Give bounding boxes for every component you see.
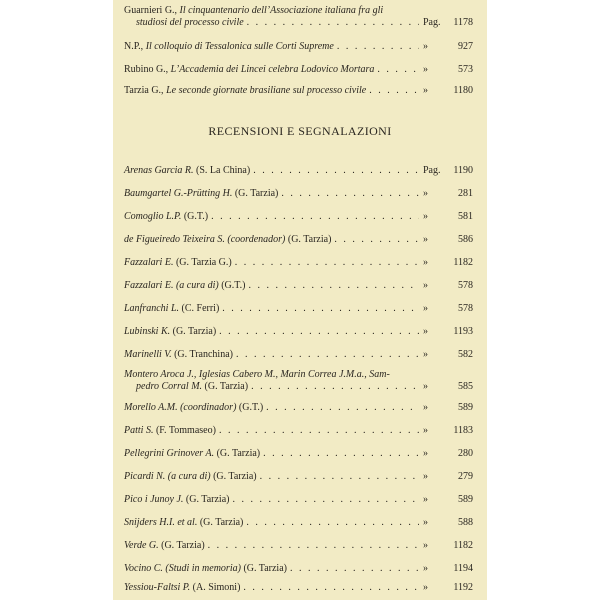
- page-number: 1194: [453, 563, 473, 574]
- review-reviewer: (A. Simoni): [192, 582, 241, 593]
- page-prefix: »: [423, 280, 428, 291]
- leader-dots: [369, 85, 419, 97]
- review-work: Marinelli V.: [124, 349, 172, 360]
- page-number: 1190: [453, 165, 473, 176]
- review-entry: [124, 303, 473, 315]
- page-prefix: »: [423, 64, 428, 75]
- page-prefix: »: [423, 448, 428, 459]
- review-work: Snijders H.I. et al.: [124, 517, 198, 528]
- page-prefix: »: [423, 582, 428, 593]
- review-work: Verde G.: [124, 540, 159, 551]
- review-entry: [124, 326, 473, 338]
- page-number: 1182: [453, 257, 473, 268]
- page-prefix: Pag.: [423, 165, 441, 176]
- page-number: 578: [458, 303, 473, 314]
- page-number: 1193: [453, 326, 473, 337]
- review-work: Arenas Garcia R.: [124, 165, 194, 176]
- review-work: Patti S.: [124, 425, 154, 436]
- page-number: 1178: [453, 17, 473, 28]
- page-prefix: »: [423, 471, 428, 482]
- leader-dots: [219, 425, 419, 437]
- index-entry: [124, 85, 473, 97]
- review-entry: [124, 471, 473, 483]
- page-prefix: »: [423, 402, 428, 413]
- review-reviewer: (F. Tommaseo): [155, 425, 216, 436]
- entry-author: Rubino G.,: [124, 64, 169, 75]
- leader-dots: [377, 64, 419, 76]
- review-reviewer: (C. Ferri): [181, 303, 220, 314]
- leader-dots: [281, 188, 419, 200]
- index-entry: [124, 5, 473, 29]
- leader-dots: [263, 448, 419, 460]
- review-work: Baumgartel G.-Prütting H.: [124, 188, 233, 199]
- leader-dots: [236, 349, 419, 361]
- page-number: 1183: [453, 425, 473, 436]
- page-number: 573: [458, 64, 473, 75]
- review-work: Vocino C. (Studi in memoria): [124, 563, 241, 574]
- section-heading: RECENSIONI E SEGNALAZIONI: [208, 124, 392, 138]
- review-work: Picardi N. (a cura di): [124, 471, 211, 482]
- review-entry: [124, 494, 473, 506]
- page-prefix: »: [423, 540, 428, 551]
- review-reviewer: (G.T.): [238, 402, 264, 413]
- index-entry: [124, 41, 473, 53]
- leader-dots: [208, 540, 419, 552]
- leader-dots: [251, 381, 419, 393]
- entry-author: Guarnieri G.,: [124, 5, 178, 16]
- leader-dots: [248, 280, 419, 292]
- leader-dots: [222, 303, 419, 315]
- review-entry: [124, 448, 473, 460]
- review-entry: [124, 257, 473, 269]
- review-work: Fazzalari E. (a cura di): [124, 280, 219, 291]
- review-reviewer: (G. Tarzia): [234, 188, 279, 199]
- review-work: Yessiou-Faltsi P.: [124, 582, 191, 593]
- review-reviewer: (G. Tarzia): [204, 381, 249, 392]
- review-work-continuation: pedro Corral M.: [136, 381, 203, 392]
- review-entry: [124, 234, 473, 246]
- review-entry: [124, 211, 473, 223]
- review-entry: [124, 188, 473, 200]
- leader-dots: [334, 234, 419, 246]
- page-prefix: »: [423, 41, 428, 52]
- page-prefix: »: [423, 326, 428, 337]
- entry-title: Il cinquantenario dell’Associazione italiana fra gli: [179, 5, 384, 16]
- review-reviewer: (S. La China): [196, 165, 251, 176]
- review-entry: [124, 563, 473, 575]
- page-number: 581: [458, 211, 473, 222]
- review-reviewer: (G. Tarzia G.): [175, 257, 232, 268]
- review-entry: [124, 582, 473, 594]
- review-entry: [124, 349, 473, 361]
- page-number: 281: [458, 188, 473, 199]
- page-prefix: »: [423, 303, 428, 314]
- page-prefix: »: [423, 257, 428, 268]
- entry-title: Le seconde giornate brasiliane sul processo civile: [166, 85, 367, 96]
- entry-author: N.P.,: [124, 41, 144, 52]
- page-prefix: »: [423, 563, 428, 574]
- review-reviewer: (G. Tarzia): [199, 517, 244, 528]
- page-prefix: »: [423, 494, 428, 505]
- page-number: 586: [458, 234, 473, 245]
- book-page: [113, 0, 487, 600]
- review-entry: [124, 540, 473, 552]
- page-number: 585: [458, 381, 473, 392]
- review-reviewer: (G. Tarzia): [213, 471, 257, 482]
- review-reviewer: (G. Tarzia): [216, 448, 261, 459]
- review-entry: [124, 165, 473, 177]
- entry-author: Tarzia G.,: [124, 85, 164, 96]
- review-work: Montero Aroca J., Iglesias Cabero M., Marin Correa J.M.a., Sam-: [124, 369, 390, 380]
- leader-dots: [337, 41, 419, 53]
- leader-dots: [290, 563, 419, 575]
- page-number: 280: [458, 448, 473, 459]
- leader-dots: [260, 471, 419, 483]
- review-reviewer: (G. Tarzia): [161, 540, 205, 551]
- page-prefix: »: [423, 211, 428, 222]
- review-reviewer: (G.T.): [183, 211, 209, 222]
- page-number: 589: [458, 494, 473, 505]
- leader-dots: [211, 211, 419, 223]
- review-work: Pellegrini Grinover A.: [124, 448, 215, 459]
- review-reviewer: (G. Tarzia): [243, 563, 287, 574]
- review-entry: [124, 280, 473, 292]
- review-reviewer: (G. Tarzia): [172, 326, 217, 337]
- leader-dots: [232, 494, 419, 506]
- entry-title: L’Accademia dei Lincei celebra Lodovico Mortara: [170, 64, 375, 75]
- page-prefix: »: [423, 85, 428, 96]
- review-work: Lanfranchi L.: [124, 303, 180, 314]
- leader-dots: [243, 582, 419, 594]
- page-number: 1182: [453, 540, 473, 551]
- page-prefix: »: [423, 381, 428, 392]
- review-reviewer: (G. Tarzia): [287, 234, 332, 245]
- leader-dots: [266, 402, 419, 414]
- page-number: 1180: [453, 85, 473, 96]
- page-number: 589: [458, 402, 473, 413]
- page-prefix: Pag.: [423, 17, 441, 28]
- review-work: Comoglio L.P.: [124, 211, 182, 222]
- page-prefix: »: [423, 425, 428, 436]
- page-number: 582: [458, 349, 473, 360]
- index-entry: [124, 64, 473, 76]
- leader-dots: [246, 517, 419, 529]
- review-reviewer: (G. Tarzia): [185, 494, 230, 505]
- page-prefix: »: [423, 188, 428, 199]
- leader-dots: [235, 257, 419, 269]
- page-prefix: »: [423, 234, 428, 245]
- leader-dots: [219, 326, 419, 338]
- review-work: Morello A.M. (coordinador): [124, 402, 237, 413]
- review-entry: [124, 425, 473, 437]
- review-work: Pico i Junoy J.: [124, 494, 184, 505]
- review-entry: [124, 517, 473, 529]
- page-number: 578: [458, 280, 473, 291]
- review-reviewer: (G. Tranchina): [174, 349, 233, 360]
- review-work: Fazzalari E.: [124, 257, 174, 268]
- review-work: Lubinski K.: [124, 326, 171, 337]
- page-number: 279: [458, 471, 473, 482]
- page-prefix: »: [423, 517, 428, 528]
- entry-title: Il colloquio di Tessalonica sulle Corti Supreme: [145, 41, 334, 52]
- review-reviewer: (G.T.): [221, 280, 246, 291]
- review-entry: [124, 369, 473, 393]
- entry-title-continuation: studiosi del processo civile: [136, 17, 244, 28]
- review-work: de Figueiredo Teixeira S. (coordenador): [124, 234, 286, 245]
- page-number: 588: [458, 517, 473, 528]
- page-number: 1192: [453, 582, 473, 593]
- leader-dots: [247, 17, 419, 29]
- page-number: 927: [458, 41, 473, 52]
- page-prefix: »: [423, 349, 428, 360]
- review-entry: [124, 402, 473, 414]
- leader-dots: [253, 165, 419, 177]
